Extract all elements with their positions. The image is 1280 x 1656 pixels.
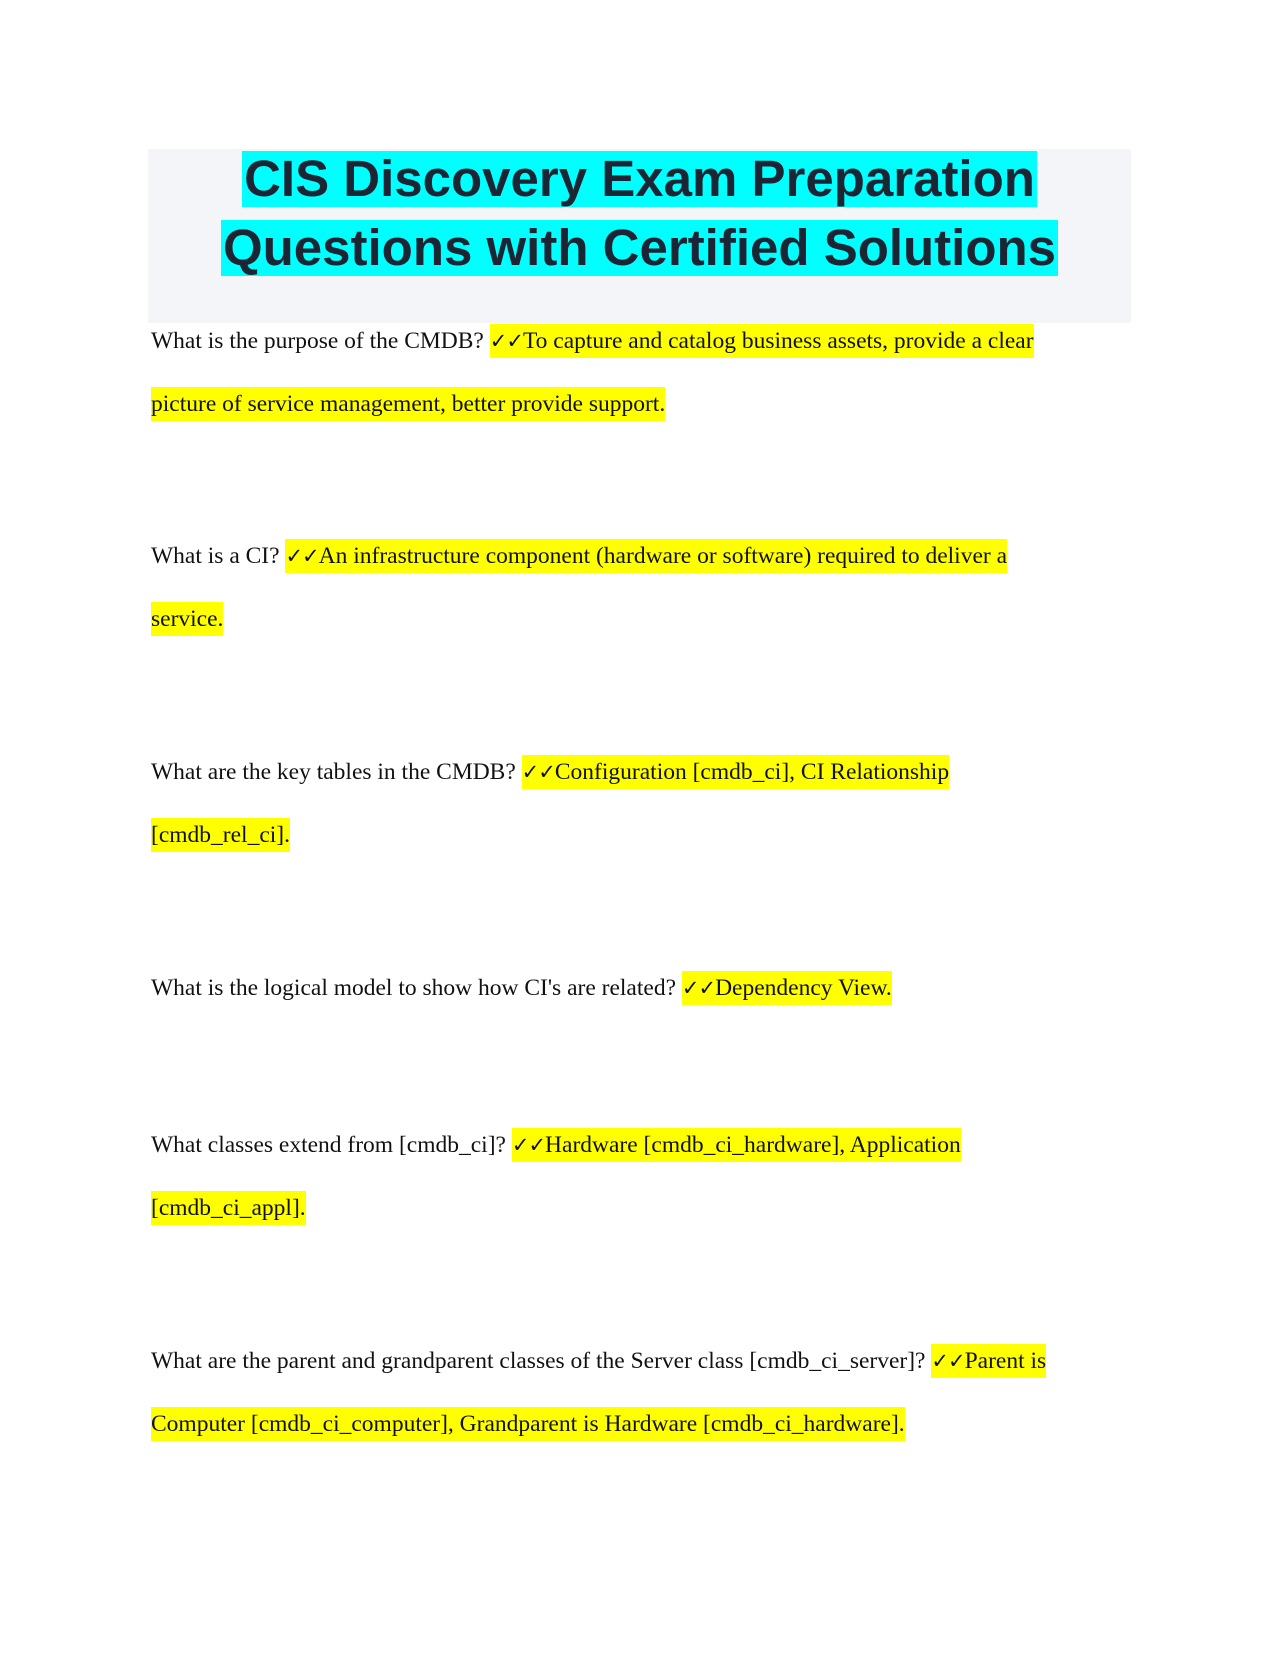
double-check-icon: ✓✓	[285, 544, 319, 568]
answer-highlight	[512, 1128, 961, 1162]
answer-text: To capture and catalog business assets, provide a clear	[522, 328, 1034, 354]
double-check-icon: ✓✓	[511, 1133, 546, 1157]
answer-highlight	[522, 755, 949, 789]
answer-highlight	[151, 602, 223, 636]
answer-text: [cmdb_rel_ci].	[151, 822, 290, 848]
answer-highlight	[151, 1191, 306, 1225]
answer-text: Configuration [cmdb_ci], CI Relationship	[554, 759, 950, 785]
answer-highlight	[682, 971, 892, 1005]
title-banner	[148, 149, 1131, 323]
question-text: What are the key tables in the CMDB?	[151, 759, 522, 785]
question-text: What is the logical model to show how CI's are related?	[151, 975, 682, 1001]
answer-highlight	[285, 539, 1007, 573]
answer-text: Dependency View.	[715, 975, 892, 1001]
answer-text: Hardware [cmdb_ci_hardware], Application	[545, 1132, 961, 1158]
double-check-icon: ✓✓	[521, 760, 555, 784]
answer-highlight	[151, 1407, 905, 1441]
qa-item-4	[151, 957, 1131, 1020]
answer-text: Computer [cmdb_ci_computer], Grandparent is Hardware [cmdb_ci_hardware].	[151, 1411, 905, 1437]
document-title-line-2: Questions with Certified Solutions	[222, 219, 1057, 276]
question-text: What is a CI?	[151, 543, 286, 569]
answer-highlight	[490, 324, 1034, 358]
qa-item-6	[151, 1330, 1131, 1456]
question-text: What is the purpose of the CMDB?	[151, 328, 490, 354]
qa-item-3	[151, 741, 1131, 867]
document-title-line-1: CIS Discovery Exam Preparation	[244, 150, 1035, 207]
answer-text: An infrastructure component (hardware or software) required to deliver a	[318, 543, 1008, 569]
double-check-icon: ✓✓	[489, 329, 523, 353]
double-check-icon: ✓✓	[931, 1349, 965, 1373]
answer-highlight	[151, 387, 665, 421]
answer-text: Parent is	[964, 1348, 1047, 1374]
answer-text: [cmdb_ci_appl].	[151, 1195, 306, 1221]
answer-highlight	[931, 1344, 1046, 1378]
answer-text: service.	[151, 606, 224, 632]
double-check-icon: ✓✓	[681, 976, 716, 1000]
question-text: What classes extend from [cmdb_ci]?	[151, 1132, 512, 1158]
qa-item-5	[151, 1114, 1131, 1240]
qa-item-1	[151, 310, 1131, 436]
question-text: What are the parent and grandparent classes of the Server class [cmdb_ci_server]?	[151, 1348, 932, 1374]
qa-item-2	[151, 525, 1131, 651]
answer-highlight	[151, 818, 290, 852]
answer-text: picture of service management, better provide support.	[151, 391, 666, 417]
